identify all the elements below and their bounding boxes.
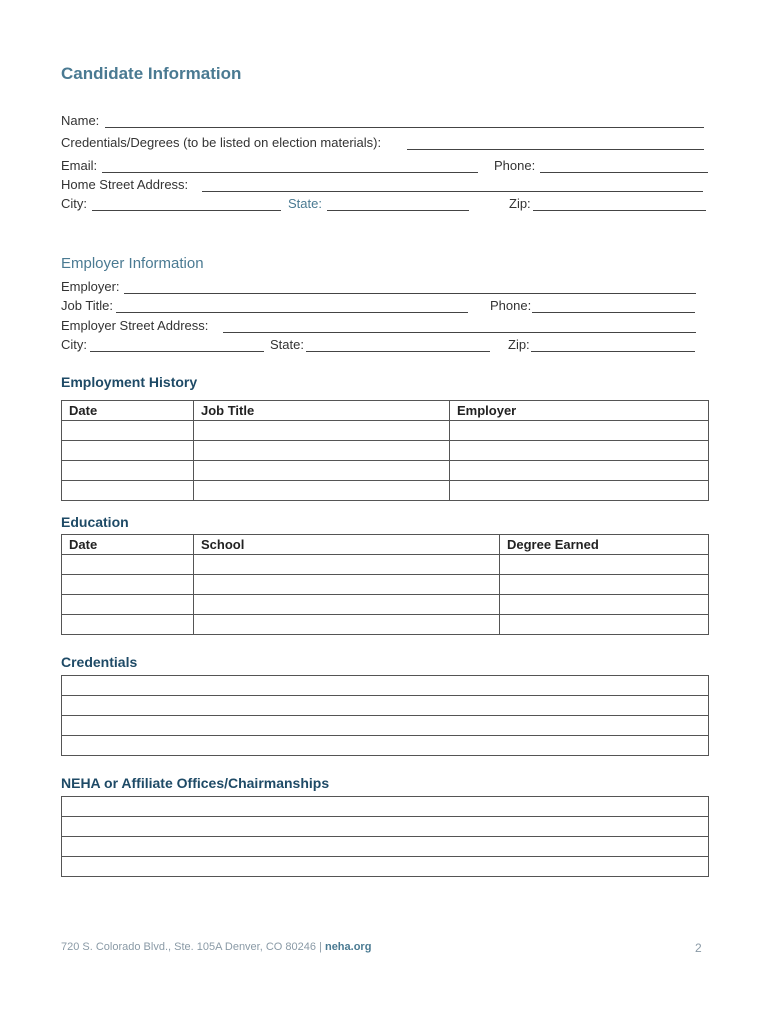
employment-history-table <box>61 400 709 501</box>
table-row <box>62 421 709 441</box>
table-row <box>62 595 709 615</box>
table-header-row <box>62 401 709 421</box>
education-table <box>61 534 709 635</box>
column-header: Date <box>62 535 194 555</box>
table-cell[interactable] <box>450 461 709 481</box>
employer-state-label: State: <box>270 337 304 352</box>
email-label: Email: <box>61 158 98 173</box>
table-row <box>62 837 709 857</box>
table-cell[interactable] <box>62 837 709 857</box>
employer-state-field[interactable] <box>306 351 490 352</box>
table-cell[interactable] <box>62 716 709 736</box>
offices-table <box>61 796 709 877</box>
table-cell[interactable] <box>194 441 450 461</box>
table-cell[interactable] <box>500 615 709 635</box>
table-cell[interactable] <box>62 676 709 696</box>
column-header: Date <box>62 401 194 421</box>
name-row <box>61 113 706 131</box>
email-phone-row <box>61 158 709 176</box>
table-cell[interactable] <box>62 555 194 575</box>
job-title-row <box>61 298 701 316</box>
page-number: 2 <box>695 941 702 955</box>
employer-row <box>61 279 701 297</box>
table-cell[interactable] <box>500 595 709 615</box>
credentials-label: Credentials/Degrees (to be listed on election materials): <box>61 135 382 150</box>
employer-phone-label: Phone: <box>490 298 532 313</box>
table-cell[interactable] <box>62 736 709 756</box>
credentials-row <box>61 135 706 153</box>
employer-zip-label: Zip: <box>508 337 530 352</box>
table-cell[interactable] <box>62 595 194 615</box>
table-row <box>62 615 709 635</box>
phone-label: Phone: <box>494 158 536 173</box>
table-cell[interactable] <box>62 461 194 481</box>
state-label: State: <box>288 196 322 211</box>
table-cell[interactable] <box>62 797 709 817</box>
footer-address: 720 S. Colorado Blvd., Ste. 105A Denver, CO 80246 | <box>61 941 322 953</box>
column-header: School <box>194 535 500 555</box>
credentials-table <box>61 675 709 756</box>
column-header: Employer <box>450 401 709 421</box>
table-cell[interactable] <box>194 481 450 501</box>
offices-heading: NEHA or Affiliate Offices/Chairmanships <box>61 775 330 791</box>
table-cell[interactable] <box>62 421 194 441</box>
home-address-field[interactable] <box>202 191 703 192</box>
table-row <box>62 676 709 696</box>
table-header-row <box>62 535 709 555</box>
table-row <box>62 857 709 877</box>
table-cell[interactable] <box>62 481 194 501</box>
employer-address-label: Employer Street Address: <box>61 318 209 333</box>
city-state-zip-row <box>61 196 709 214</box>
table-row <box>62 696 709 716</box>
employer-info-heading: Employer Information <box>61 255 204 272</box>
footer <box>61 941 371 953</box>
employer-phone-field[interactable] <box>532 312 695 313</box>
table-cell[interactable] <box>194 615 500 635</box>
table-cell[interactable] <box>62 817 709 837</box>
table-cell[interactable] <box>450 481 709 501</box>
employer-address-row <box>61 318 701 336</box>
home-address-label: Home Street Address: <box>61 177 189 192</box>
phone-field[interactable] <box>540 172 708 173</box>
table-cell[interactable] <box>450 441 709 461</box>
footer-website-link[interactable]: neha.org <box>324 941 372 953</box>
employer-label: Employer: <box>61 279 120 294</box>
credentials-heading: Credentials <box>61 654 138 670</box>
table-cell[interactable] <box>62 575 194 595</box>
employer-field[interactable] <box>124 293 696 294</box>
table-cell[interactable] <box>500 575 709 595</box>
employer-zip-field[interactable] <box>531 351 695 352</box>
candidate-info-heading: Candidate Information <box>61 64 242 83</box>
column-header: Job Title <box>194 401 450 421</box>
zip-field[interactable] <box>533 210 706 211</box>
zip-label: Zip: <box>509 196 531 211</box>
table-row <box>62 736 709 756</box>
credentials-field[interactable] <box>407 149 704 150</box>
email-field[interactable] <box>102 172 478 173</box>
table-row <box>62 575 709 595</box>
employer-city-state-zip-row <box>61 337 701 355</box>
table-row <box>62 797 709 817</box>
table-cell[interactable] <box>194 555 500 575</box>
table-cell[interactable] <box>500 555 709 575</box>
state-field[interactable] <box>327 210 469 211</box>
employer-address-field[interactable] <box>223 332 696 333</box>
column-header: Degree Earned <box>500 535 709 555</box>
table-cell[interactable] <box>62 696 709 716</box>
table-cell[interactable] <box>194 461 450 481</box>
table-cell[interactable] <box>450 421 709 441</box>
table-row <box>62 817 709 837</box>
employer-city-field[interactable] <box>90 351 264 352</box>
table-row <box>62 481 709 501</box>
city-field[interactable] <box>92 210 281 211</box>
table-cell[interactable] <box>62 857 709 877</box>
table-cell[interactable] <box>194 575 500 595</box>
employment-history-heading: Employment History <box>61 374 198 390</box>
education-heading: Education <box>61 514 129 530</box>
name-field[interactable] <box>105 127 704 128</box>
name-label: Name: <box>61 113 100 128</box>
home-address-row <box>61 177 706 195</box>
city-label: City: <box>61 196 87 211</box>
table-row <box>62 716 709 736</box>
table-row <box>62 441 709 461</box>
table-cell[interactable] <box>194 595 500 615</box>
job-title-label: Job Title: <box>61 298 114 313</box>
employer-city-label: City: <box>61 337 87 352</box>
table-cell[interactable] <box>62 615 194 635</box>
table-cell[interactable] <box>62 441 194 461</box>
job-title-field[interactable] <box>116 312 468 313</box>
table-row <box>62 555 709 575</box>
table-row <box>62 461 709 481</box>
table-cell[interactable] <box>194 421 450 441</box>
